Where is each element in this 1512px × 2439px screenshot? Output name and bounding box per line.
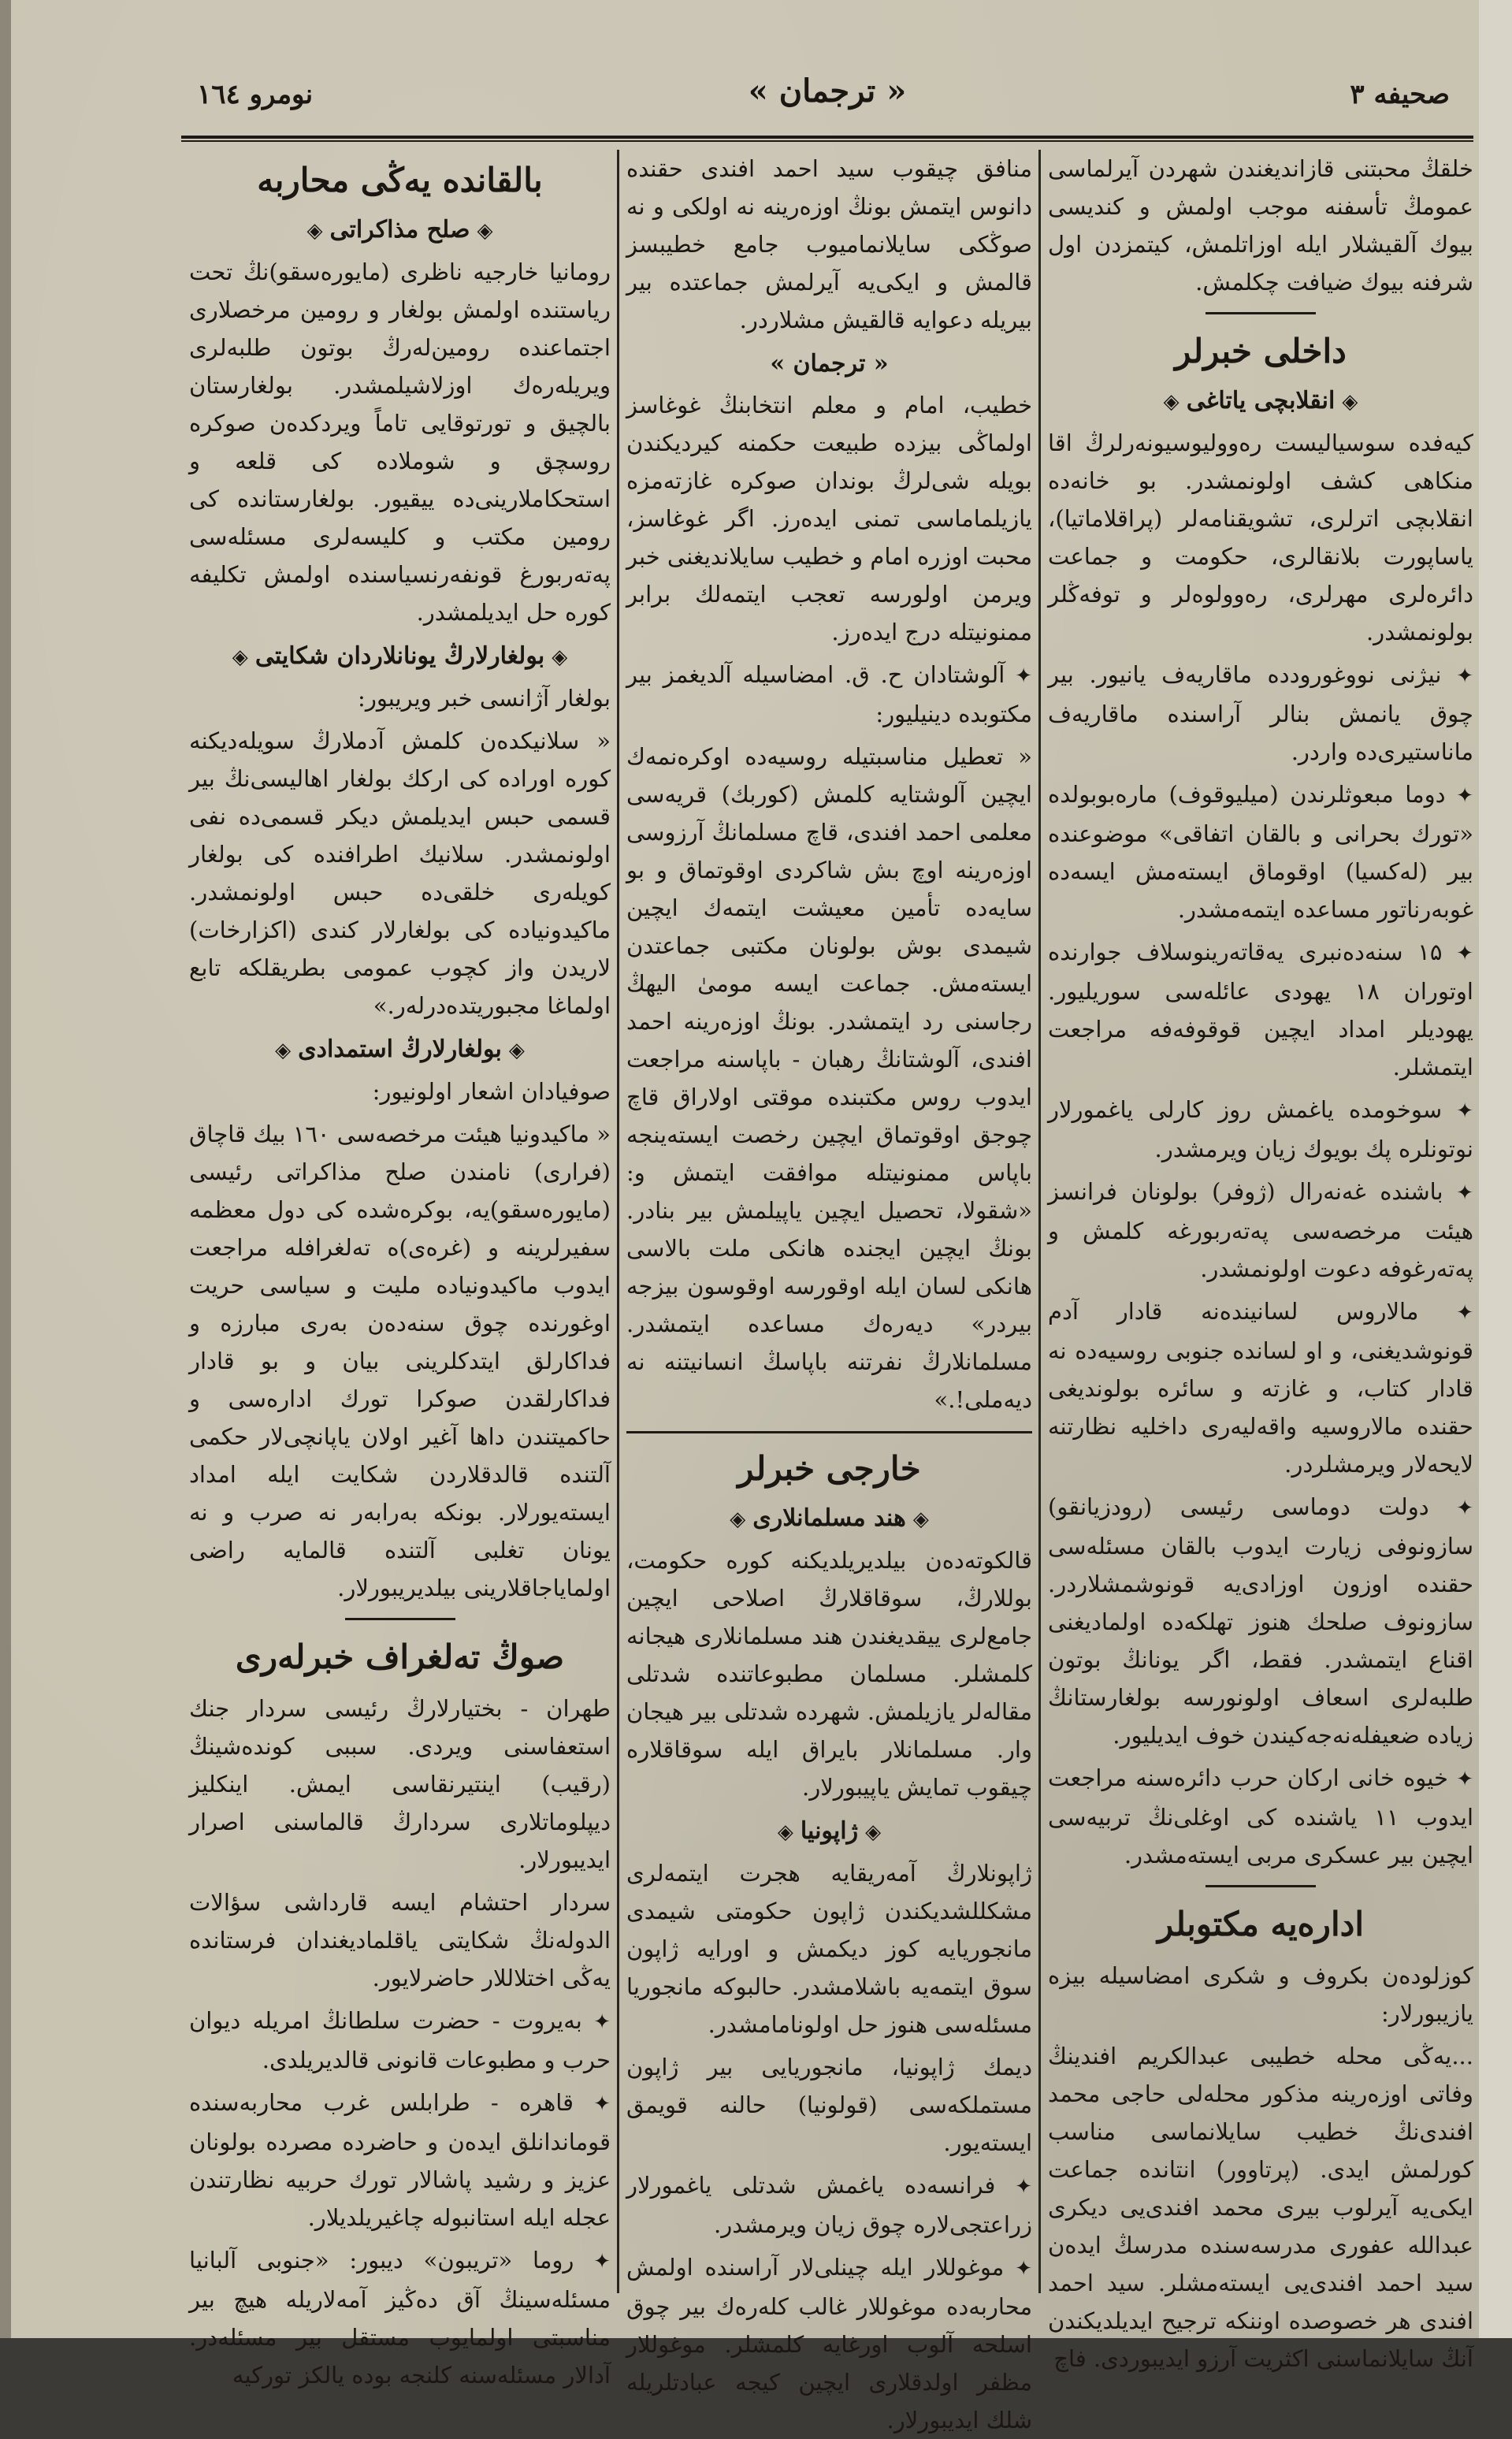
- bullet-ornament-icon: ✦: [574, 2250, 611, 2274]
- ornament-icon: ◈: [858, 1820, 882, 1844]
- news-item: ✦ باشنده غەنەرال (ژوفر) بولونان فرانسز هیئت مرخصه‌سی پەتەربورغه کلمش و پەتەرغوفه دعوت اولونمشدر.: [1048, 1178, 1473, 1282]
- section-divider: [1206, 1885, 1316, 1887]
- article-text: « سلانیکده‌ن کلمش آدملارڭ سویله‌دیکنه کوره اورا‌ده کی ارکك بولغار اهالیسی‌نڭ بیر قسمی حبس ایدیلمش دیکر قسمی‌ده نفی اولونمشدر. سلانیك اطرافنده کی بولغار کویلەری خلقی‌ده حبس اولونمشدر. ماکیدونیاده کی بولغارلار کندی (اکزارخات) لاریدن واز کچوب عمومی بطریقلکه تابع اولماغا مجبوریتده‌درلەر.»: [189, 727, 611, 1019]
- section-title: بالقانده یەڭی محاربه: [257, 161, 543, 199]
- page-left-edge: [0, 0, 11, 2338]
- ornament-icon: ◈: [306, 219, 330, 243]
- news-item: ✦ روما «تریبون» دیبور: «جنوبی آلبانیا مسئله‌سینڭ آق دەڭیز آمەلاریله هیچ بیر مناسبتی اولمایوب مستقل بیر مسئله‌در. آدالار مسئله‌سنه کلنجه بوده یالکز تورکیه: [189, 2247, 611, 2389]
- article-text: کوزلوده‌ن بکروف و شکری امضاسیله بیزه یازیبورلار:: [1048, 1962, 1473, 2027]
- article-text: « تعطیل مناسبتیله روسیه‌ده اوکرەنمه‌ك ایچین آلوشتایه کلمش (کوربك) قریه‌سی معلمی احمد افندی، قاچ مسلمانڭ آرزوسی اوزه‌رینه اوچ بش شاکردی اوقوتماق و بو سایه‌ده تأمین معیشت ایتمه‌ك ایچین شیمدی بوش بولونان مکتبی جماعتدن ایسته‌مش. جماعت ایسه مومیٰ الیهڭ رجاسنی رد ایتمشدر. بونڭ اوزه‌رینه احمد افندی، آلوشتانڭ رهبان - باپاسنه مراجعت ایدوب روس مکتبنده موقتی اولاراق قاچ چوجق اوقوتماق ایچین رخصت ایسته‌ینجه باپاس ممنونیتله موافقت ایتمش و: «شقولا، تحصیل ایچین یاپیلمش بیر بنادر. بونڭ ایچین ایجنده هانکی ملت بالاسی هانکی لسان ایله اوقورسه اوقوسون بیزجه بیردر» دیەرەك مساعده ایتمشدر. مسلمانلارڭ نفرتنه باپاسڭ انسانیتنه نه دیەملی!.»: [626, 743, 1032, 1413]
- bullet-ornament-icon: ✦: [1004, 2257, 1032, 2281]
- page-header: [181, 68, 1473, 139]
- news-item: ✦ قاهره - طرابلس غرب محاربه‌سنده قوماندانلق ایدەن و حاضرده مصرده بولونان عزیز و رشید پاشالار تورك حربیه نظارتندن عجله ایله استانبوله چاغیریلدیلار.: [189, 2089, 611, 2231]
- news-item: ✦ مالاروس لسانیندەنه قادار آدم قونوشدیغنی، و او لسانده جنوبی روسیه‌ده نه قادار کتاب، و غازته و سائره بولوندیغی حقنده مالاروسیه واقەلیەری داخلیه نظارتنه لایحه‌لار ویرمشلردر.: [1048, 1298, 1473, 1478]
- ornament-icon: ◈: [544, 645, 568, 669]
- subsection-title: ◈ انقلابچی یاتاغی ◈: [1163, 387, 1358, 415]
- news-item: ✦ آلوشتادان ح. ق. امضاسیله آلدیغمز بیر مکتوبده دینیلیور:: [626, 661, 1032, 727]
- section-title: صوڭ تەلغراف خبرلەری: [235, 1638, 565, 1676]
- news-item: ✦ فرانسه‌ده یاغمش شدتلی یاغمورلار زراعتجی‌لاره چوق زیان ویرمشدر.: [626, 2172, 1032, 2238]
- ornament-icon: ◈: [275, 1039, 299, 1062]
- article-text: بولغار آژانسی خبر ویریبور:: [358, 685, 611, 712]
- section-title: اداره‌یه مکتوبلر: [1157, 1905, 1364, 1943]
- ornament-icon: ◈: [232, 645, 255, 669]
- bullet-ornament-icon: ✦: [1428, 1496, 1473, 1520]
- subsection-title: ◈ صلح مذاکراتی ◈: [306, 216, 493, 244]
- column-middle: [626, 150, 1032, 2433]
- bullet-ornament-icon: ✦: [1445, 784, 1473, 808]
- news-item: ✦ موغوللار ایله چینلی‌لار آراسنده اولمش محاربه‌ده موغوللار غالب کله‌رەك بیر چوق اسلحه آلوب اورغایه کلمشلر. موغوللار مظفر اولدقلاری ایچین کیجه عبادتلریله شلك ایدیبورلار.: [626, 2254, 1032, 2433]
- section-divider: [1206, 312, 1316, 314]
- news-item: ✦ ١۵ سنه‌ده‌نبری یەقاتەرینوسلاف جوارنده اوتوران ١٨ یهودی عائله‌سی سوریلیور. یهودیلر امداد ایچین قوقوفه‌فه مراجعت ایتمشلر.: [1048, 939, 1473, 1080]
- column-divider: [1038, 150, 1041, 2293]
- subsection-title: ◈ بولغارلارڭ استمدادی ◈: [275, 1035, 525, 1063]
- ornament-icon: ◈: [470, 219, 493, 243]
- column-left: [189, 150, 611, 2389]
- ornament-icon: ◈: [730, 1508, 753, 1531]
- article-text: منافق چیقوب سید احمد افندی حقنده دانوس ایتمش بونڭ اوزه‌رینه نه اولکی و نه صوڭکی سایلانمامیوب جامع خطیبسز قالمش و ایکی‌یه آیرلمش جماعتده بیر بیریله دعوایه قالقیش مشلاردر.: [626, 155, 1032, 333]
- news-item: ✦ نیژنی نووغورودده ماقاریەف یانیور. بیر چوق یانمش بنالر آراسنده ماقاریەف ماناستیری‌ده واردر.: [1048, 661, 1473, 765]
- bullet-ornament-icon: ✦: [574, 2092, 611, 2116]
- ornament-icon: ◈: [1335, 390, 1358, 414]
- news-item: ✦ خیوه خانی ارکان حرب دائره‌سنه مراجعت ایدوب ١١ یاشنده کی اوغلی‌نڭ تربیه‌سی ایچین بیر عسکری مربی ایسته‌مشدر.: [1048, 1764, 1474, 1868]
- section-title: داخلی خبرلر: [1175, 332, 1347, 370]
- ornament-icon: ◈: [1163, 390, 1187, 414]
- section-divider: [626, 1431, 1032, 1433]
- section-title: خارجی خبرلر: [737, 1449, 921, 1488]
- news-item: ✦ دوما مبعوثلرندن (میلیوقوف) مارەبوبولده «تورك بحرانی و بالقان اتفاقی» موضوعنده بیر (لەکسیا) اوقوماق ایستەمش ایسه‌ده غوبەرناتور مساعده ایتمه‌مشدر.: [1048, 781, 1473, 923]
- issue-number: نومرو ۱٦٤: [197, 79, 314, 110]
- bullet-ornament-icon: ✦: [581, 2010, 611, 2034]
- column-divider: [617, 150, 619, 2293]
- ornament-icon: ◈: [501, 1039, 525, 1062]
- bullet-ornament-icon: ✦: [1447, 1768, 1473, 1791]
- article-text: طهران - بختیارلارڭ رئیسی سردار جنك استعفاسنی ویردی. سببی کوندەشینڭ (رقیب) اینتیرنقاسی ایمش. اینکلیز دیپلوماتلاری سردارڭ قالماسنی اصرار ایدیبورلار.: [189, 1695, 611, 1873]
- ornament-icon: ◈: [905, 1508, 929, 1531]
- bullet-ornament-icon: ✦: [1441, 664, 1473, 688]
- news-item: ✦ سوخومده یاغمش روز کارلی یاغمورلار نوتونلره پك بویوك زیان ویرمشدر.: [1048, 1096, 1473, 1162]
- bullet-ornament-icon: ✦: [1005, 664, 1032, 688]
- signature: « ترجمان »: [770, 350, 889, 377]
- bullet-ornament-icon: ✦: [1442, 942, 1473, 965]
- page-number: صحیفه ۳: [1350, 79, 1450, 110]
- header-rule: [181, 140, 1473, 142]
- article-text: رومانیا خارجیه ناظری (مایوره‌سقو)نڭ تحت ریاستنده اولمش بولغار و رومین مرخصلاری اجتماعنده رومین‌لەرڭ بوتون طلبه‌لری ویریله‌رەك اوزلاشیلمشدر. بولغارستان بالچیق و تورتوقایی تاماً ویردکده‌ن صوکره روسچق و شوملاده کی قلعه و استحکاملارینی‌ده ییقیور. بولغارستانده کی رومین مکتب و کلیسه‌لری مسئله‌سی پەتەربورغ قونفه‌رنسیاسنده اولمش تکلیفه کوره حل ایدیلمشدر.: [189, 258, 611, 626]
- subsection-title: ◈ ژاپونیا ◈: [777, 1817, 882, 1845]
- newspaper-title: « ترجمان »: [748, 73, 907, 110]
- article-text: ژاپونلارڭ آمەریقایه هجرت ایتمه‌لری مشکللشدیکندن ژاپون حکومتی شیمدی مانجوریایه کوز دیکمش و اورایه ژاپون سوق ایتمه‌یه باشلامشدر. حالبوکه مانجوریا مسئله‌سی هنوز حل اولونامامشدر.: [626, 1860, 1032, 2038]
- news-item: ✦ دولت دوماسی رئیسی (رودزیانقو) سازونوفی زیارت ایدوب بالقان مسئله‌سی حقنده اوزون اوزادی‌یه قونوشمشلاردر. سازونوف صلحك هنوز تهلکه‌ده اولمادیغنی اقناع ایتمشدر. فقط، اگر یونانڭ بوتون طلبه‌لری اسعاف اولونورسه بولغارستانڭ زیاده ضعیفله‌نه‌جه‌کیندن خوف ایدیلیور.: [1048, 1493, 1473, 1749]
- bullet-ornament-icon: ✦: [1418, 1301, 1473, 1325]
- article-text: « ماکیدونیا هیئت مرخصه‌سی ١٦٠ بیك قاچاق (فراری) نامندن صلح مذاکراتی رئیسی (مایوره‌سقو)یه، بوکره‌شده کی دول معظمه سفیرلرینه و (غرەی)ه تەلغرافله مراجعت ایدوب ماکیدونیاده ملیت و سیاسی حریت اوغورنده چوق سنه‌ده‌ن بەری مبارزه و فداکارلق ایتدکلرینی بیان و بو قادار فداکارلقدن صوکرا تورك اداره‌سی و حاکمیتندن داها آغیر اولان یاپانچی‌لار حکمی آلتنده قالدقلاردن شکایت ایله امداد ایستەیورلار. بونکه بەرابەر نه صرب و نه یونان تغلبی آلتنده قالمایه راضی اولمایاجاقلارینی بیلدیریبورلار.: [189, 1121, 611, 1601]
- ornament-icon: ◈: [777, 1820, 801, 1844]
- bullet-ornament-icon: ✦: [995, 2175, 1032, 2199]
- subsection-title: ◈ بولغارلارڭ یونانلاردان شکایتی ◈: [232, 642, 568, 670]
- article-text: خطیب، امام و معلم انتخابنڭ غوغاسز اولماڭی بیزده طبیعت حکمنه کیردیکندن بویله شی‌لرڭ بوندان صوکره غازته‌مزه یازیلماماسی تمنی ایدەرز. اگر غوغاسز، محبت اوزره امام و خطیب سایلاندیغنی خبر ویرمن اولورسه تعجب ایتمه‌لك برابر ممنونیتله درج ایده‌رز.: [626, 392, 1032, 645]
- article-text: دیمك ژاپونیا، مانجوریایی بیر ژاپون مستملکه‌سی (قولونیا) حالنه قویمق ایستەیور.: [626, 2054, 1032, 2156]
- bullet-ornament-icon: ✦: [1443, 1181, 1473, 1205]
- article-text: سردار احتشام ایسه قارداشی سؤالات الدوله‌نڭ شکایتی یاقلمادیغندان فرستانده یەڭی اختلاللار حاضرلایور.: [189, 1889, 611, 1991]
- subsection-title: ◈ هند مسلمانلاری ◈: [730, 1504, 929, 1532]
- section-divider: [345, 1618, 455, 1620]
- article-text: خلقڭ محبتنی قازانديغندن شهردن آیرلماسی عمومڭ تأسفنه موجب اولمش و کندیسی بیوك آلقيشلار ایله اوزاتلمش، کیتمزدن اول شرفنه بیوك ضیافت چکلمش.: [1048, 155, 1473, 296]
- bullet-ornament-icon: ✦: [1442, 1099, 1473, 1123]
- article-text: صوفیادان اشعار اولونیور:: [372, 1078, 611, 1105]
- article-text: ...یەڭی محله خطیبی عبدالکریم افندینڭ وفاتی اوزه‌رینه مذکور محله‌لی حاجی محمد افندی‌نڭ خطیب سایلانماسی مناسب کورلمش ایدی. (پرتاوور) انتانده جماعت ایکی‌یه آیرلوب بیری محمد افندی‌یی دیکری عبدالله عفوری مدرسه‌سنده مدرسڭ ایدەن سید احمد افندی‌یی ایسته‌مشلر. سید احمد افندی هر خصوصده اوننکه ترجیح ایدیلدیکندن آنڭ سایلانماسنی اکثریت آرزو ایدیبوردی. فاچ: [1048, 2043, 1473, 2372]
- news-item: ✦ بەیروت - حضرت سلطانڭ امریله دیوان حرب و مطبوعات قانونی قالدیریلدی.: [189, 2007, 611, 2073]
- article-text: کیه‌فده سوسیالیست رەوولیوسیونه‌رلرڭ اقا منکاهی کشف اولونمشدر. بو خانه‌ده انقلابچی اترلری، تشویقنامه‌لر (پراقلاماتیا)، یاساپورت بلانقالری، حکومت و جماعت دائره‌لری مهرلری، رەوولوەلر و توفەڭلر بولونمشدر.: [1048, 429, 1473, 645]
- page-right-edge: [1479, 0, 1512, 2338]
- article-text: قالکوته‌ده‌ن بیلدیریلدیکنه کوره حکومت، بوللارڭ، سوقاقلارڭ اصلاحی ایچین جامع‌لری ییقدیغندن هند مسلمانلاری هیجانه کلمشلر. مسلمان مطبوعاتنده شدتلی مقاله‌لر یازیلمش. شهرده شدتلی بیر هیجان وار. مسلمانلار بایراق ایله سوقاقلاره چیقوب تمایش یاپیبورلار.: [626, 1547, 1032, 1801]
- column-right: [1048, 150, 1474, 2372]
